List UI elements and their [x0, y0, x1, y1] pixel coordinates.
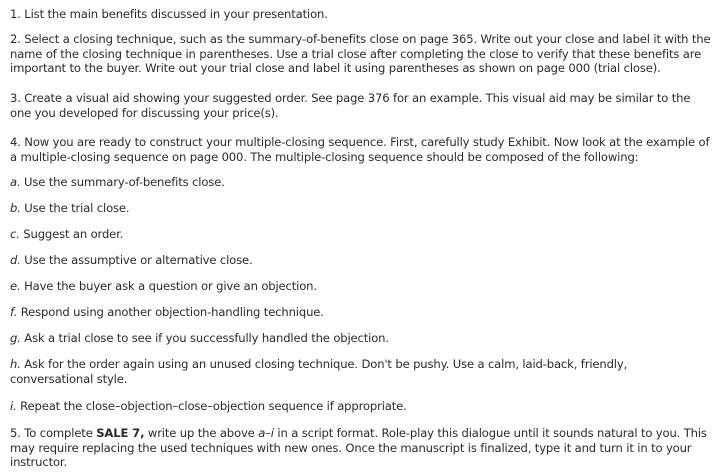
item-1: 1. List the main benefits discussed in your presentation. — [10, 7, 328, 21]
step-text: Repeat the close–objection–close–objection sequence if appropriate. — [16, 399, 407, 413]
step-text: Ask a trial close to see if you successfully handled the objection. — [20, 331, 389, 345]
step-a — [10, 175, 712, 190]
item-2: 2. Select a closing technique, such as the summary-of-benefits close on page 365. Write out your close and label it with the name of the closing technique in parentheses. Use a trial close after completing the close to verify that these benefits are important to the buyer. Write out your trial close and label it using parentheses as shown on page 000 (trial close). — [10, 32, 711, 75]
step-h — [10, 357, 712, 386]
item-5-rest: in a script format. Role-play this dialogue until it sounds natural to you. This may require replacing the used techniques with new ones. Once the manuscript is finalized, type it and turn it in to your instructor. — [10, 426, 707, 469]
step-label: d. — [10, 253, 21, 267]
step-range: a–i — [258, 426, 274, 440]
sale-number: SALE 7, — [96, 426, 145, 440]
step-label: a. — [10, 175, 21, 189]
step-label: h. — [10, 357, 21, 371]
step-i — [10, 399, 712, 414]
item-5 — [10, 426, 712, 470]
step-label: e. — [10, 279, 21, 293]
step-text: Ask for the order again using an unused closing technique. Don't be pushy. Use a calm, laid-back, friendly, conversational style. — [10, 357, 628, 386]
step-b — [10, 201, 712, 216]
step-c — [10, 227, 712, 242]
item-3: 3. Create a visual aid showing your suggested order. See page 376 for an example. This visual aid may be similar to the one you developed for discussing your price(s). — [10, 91, 691, 120]
step-f — [10, 305, 712, 320]
item-5-middle: write up the above — [144, 426, 259, 440]
step-text: Suggest an order. — [19, 227, 124, 241]
step-label: c. — [10, 227, 20, 241]
step-text: Use the summary-of-benefits close. — [20, 175, 225, 189]
step-label: i. — [10, 399, 17, 413]
step-label: f. — [10, 305, 18, 319]
item-5-intro: 5. To complete — [10, 426, 97, 440]
item-4: 4. Now you are ready to construct your multiple-closing sequence. First, carefully study Exhibit. Now look at the example of a multiple-closing sequence on page 000. The multiple-closing sequence should be composed of the following: — [10, 135, 710, 164]
step-text: Use the trial close. — [20, 201, 130, 215]
step-g — [10, 331, 712, 346]
step-label: g. — [10, 331, 21, 345]
step-label: b. — [10, 201, 21, 215]
step-d — [10, 253, 712, 268]
step-text: Use the assumptive or alternative close. — [20, 253, 253, 267]
step-e — [10, 279, 712, 294]
step-text: Have the buyer ask a question or give an objection. — [20, 279, 317, 293]
step-text: Respond using another objection-handling technique. — [17, 305, 324, 319]
